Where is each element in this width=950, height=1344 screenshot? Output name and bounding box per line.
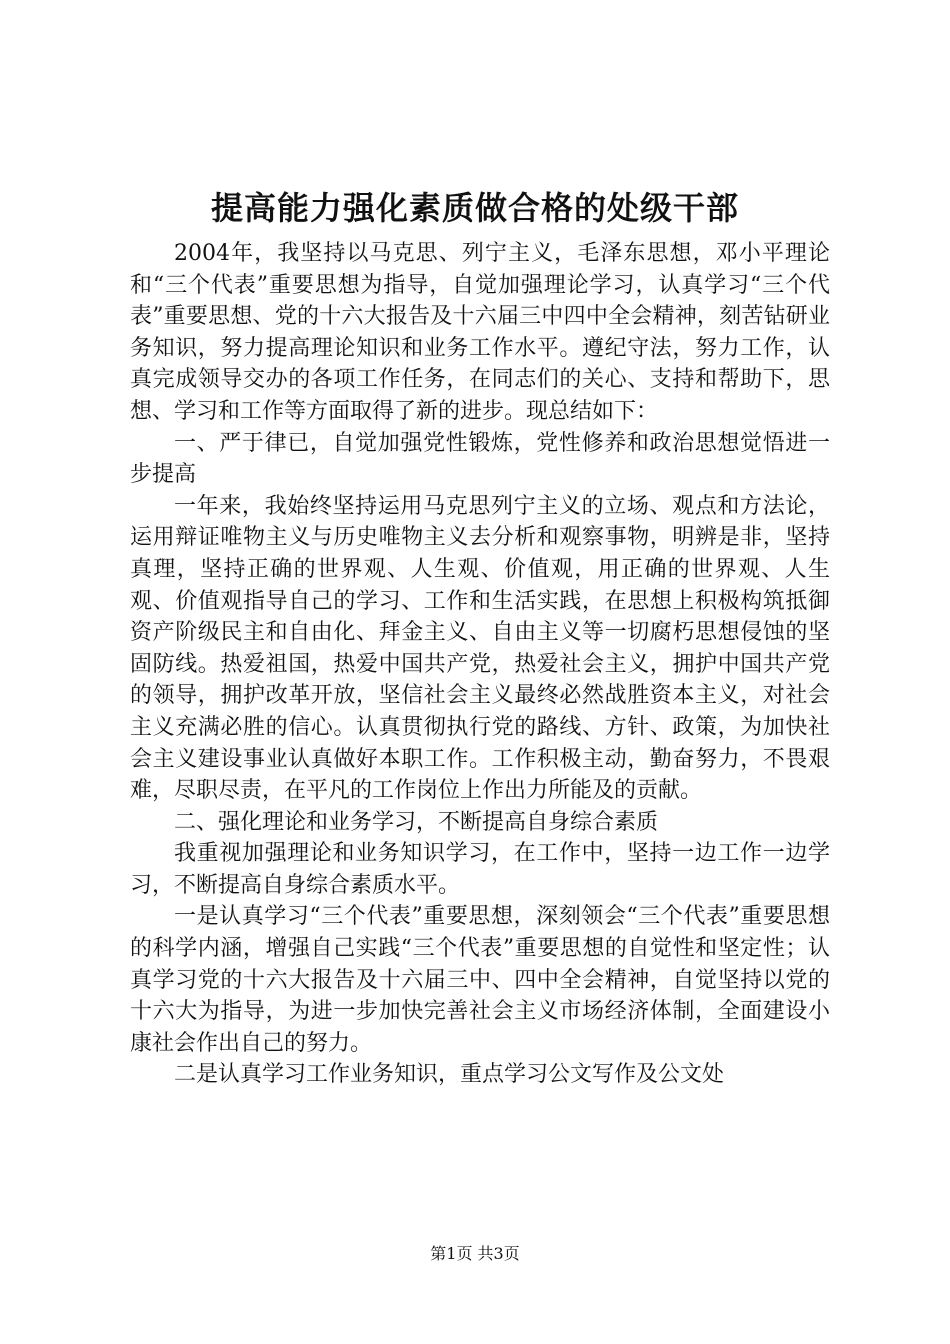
paragraph-point-2: 二是认真学习工作业务知识，重点学习公文写作及公文处 [174, 1062, 725, 1088]
paragraph-section-2-intro: 我重视加强理论和业务知识学习，在工作中，坚持一边工作一边学习，不断提高自身综合素质水平。 [130, 841, 830, 898]
paragraph-section-1: 一年来，我始终坚持运用马克思列宁主义的立场、观点和方法论，运用辩证唯物主义与历史唯物主义去分析和观察事物，明辨是非，坚持真理，坚持正确的世界观、人生观、价值观，用正确的世界观、人生观、价值观指导自己的学习、工作和生活实践，在思想上积极构筑抵御资产阶级民主和自由化、拜金主义、自由主义等一切腐朽思想侵蚀的坚固防线。热爱祖国，热爱中国共产党，热爱社会主义，拥护中国共产党的领导，拥护改革开放，坚信社会主义最终必然战胜资本主义，对社会主义充满必胜的信心。认真贯彻执行党的路线、方针、政策，为加快社会主义建设事业认真做好本职工作。工作积极主动，勤奋努力，不畏艰难，尽职尽责，在平凡的工作岗位上作出力所能及的贡献。 [130, 493, 830, 804]
paragraph-point-1: 一是认真学习“三个代表”重要思想，深刻领会“三个代表”重要思想的科学内涵，增强自己实践“三个代表”重要思想的自觉性和坚定性；认真学习党的十六大报告及十六届三中、四中全会精神，自觉坚持以党的十六大为指导，为进一步加快完善社会主义市场经济体制，全面建设小康社会作出自己的努力。 [130, 904, 830, 1056]
paragraph-intro: 2004年，我坚持以马克思、列宁主义，毛泽东思想，邓小平理论和“三个代表”重要思想为指导，自觉加强理论学习，认真学习“三个代表”重要思想、党的十六大报告及十六届三中四中全会精神，刻苦钻研业务知识，努力提高理论知识和业务工作水平。遵纪守法，努力工作，认真完成领导交办的各项工作任务，在同志们的关心、支持和帮助下，思想、学习和工作等方面取得了新的进步。现总结如下： [130, 241, 830, 424]
document-body [130, 238, 830, 1091]
section-heading-1: 一、严于律已，自觉加强党性锻炼，党性修养和政治思想觉悟进一步提高 [130, 430, 830, 488]
document-title: 提高能力强化素质做合格的处级干部 [210, 189, 739, 227]
page-number-footer: 第1页 共3页 [430, 1244, 520, 1263]
section-heading-2: 二、强化理论和业务学习，不断提高自身综合素质 [174, 809, 659, 835]
